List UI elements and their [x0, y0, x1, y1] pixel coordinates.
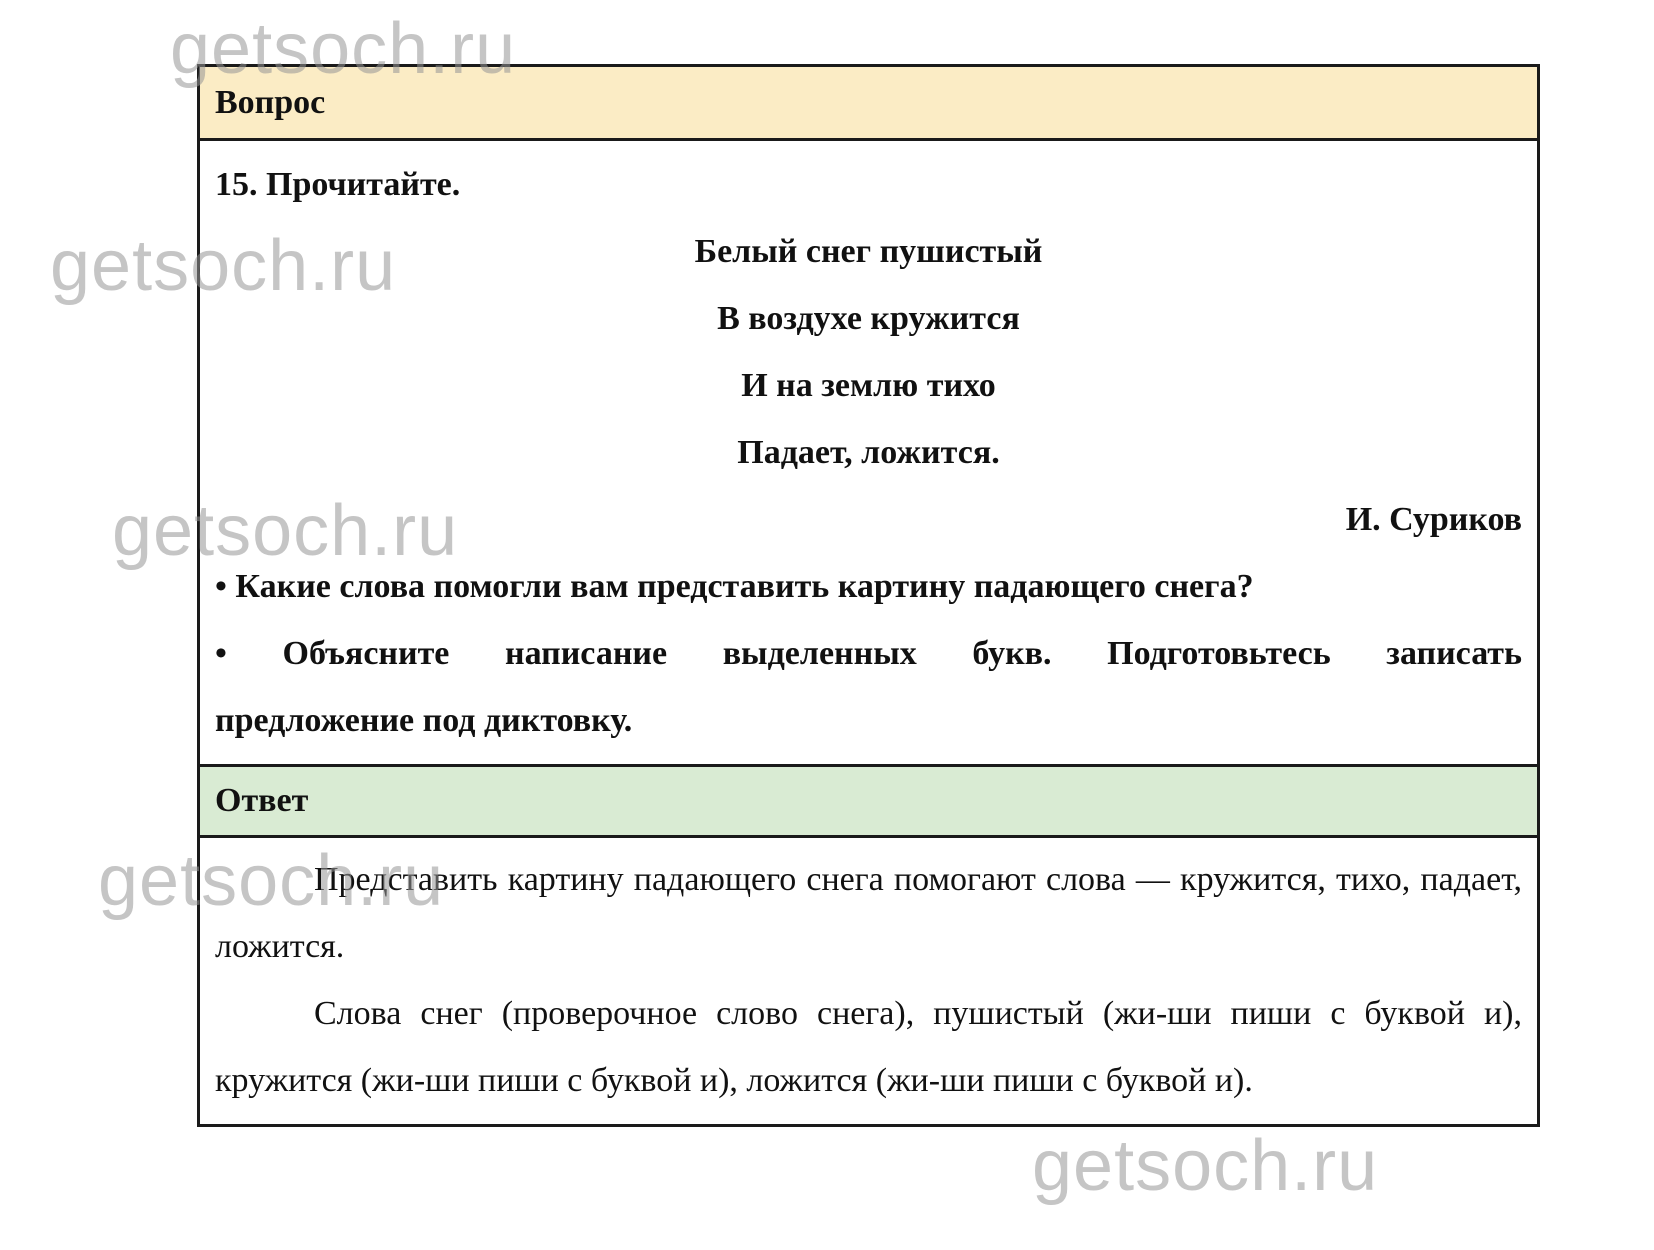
- poem-author: И. Суриков: [1345, 501, 1522, 538]
- answer-paragraph-2: Слова снег (проверочное слово снега), пушистый (жи-ши пиши с буквой и), кружится (жи-ши пиши с буквой и), ложится (жи-ши пиши с буквой и).: [215, 995, 1522, 1099]
- question-header-label: Вопрос: [215, 83, 326, 121]
- question-header: [200, 67, 1537, 141]
- watermark: getsoch.ru: [112, 491, 459, 571]
- task-item-2-line-2: предложение под диктовку.: [215, 702, 633, 739]
- poem-line: В воздухе кружится: [717, 300, 1020, 337]
- answer-paragraph-1: Представить картину падающего снега помогают слова — кружится, тихо, падает, ложится.: [215, 861, 1522, 965]
- task-item-2-line-1: • Объясните написание выделенных букв. Подготовьтесь записать: [215, 635, 1522, 672]
- qa-card: [197, 64, 1540, 1127]
- poem-line: Белый снег пушистый: [694, 233, 1043, 270]
- poem-line: Падает, ложится.: [737, 434, 1000, 471]
- watermark: getsoch.ru: [170, 9, 517, 89]
- poem-line: И на землю тихо: [741, 367, 996, 404]
- watermark: getsoch.ru: [1032, 1126, 1379, 1206]
- question-title: 15. Прочитайте.: [215, 166, 461, 203]
- task-item-1: • Какие слова помогли вам представить картину падающего снега?: [215, 568, 1254, 605]
- question-body: [200, 141, 1537, 764]
- answer-header: [200, 764, 1537, 838]
- watermark: getsoch.ru: [50, 226, 397, 306]
- answer-header-label: Ответ: [215, 782, 309, 819]
- answer-body: [200, 838, 1537, 1124]
- watermark: getsoch.ru: [98, 841, 445, 921]
